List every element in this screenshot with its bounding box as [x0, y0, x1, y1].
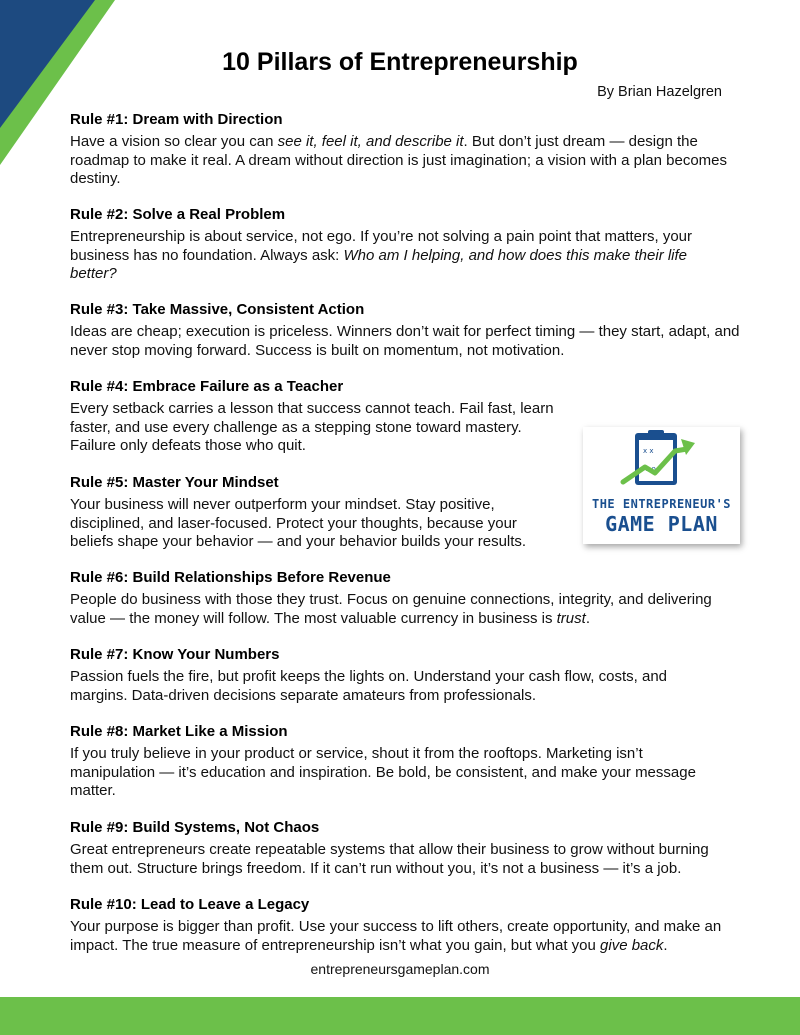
rule-2	[70, 206, 725, 284]
game-plan-logo	[583, 427, 740, 544]
rule-text: People do business with those they trust. Focus on genuine connections, integrity, and delivering value — the money will follow. The most valuable currency in business is trust.	[70, 591, 712, 627]
rule-heading: Rule #1: Dream with Direction	[70, 111, 283, 128]
rule-text: Every setback carries a lesson that success cannot teach. Fail fast, learn faster, and use every challenge as a stepping stone toward mastery. Failure only defeats those who quit.	[70, 400, 554, 454]
rule-text: Entrepreneurship is about service, not ego. If you’re not solving a pain point that matters, your business has no foundation. Always ask: Who am I helping, and how does this make their life better?	[70, 228, 693, 282]
footer-url: entrepreneursgameplan.com	[310, 961, 490, 977]
rule-7	[70, 646, 710, 705]
rule-heading: Rule #8: Market Like a Mission	[70, 723, 288, 740]
rule-text: Ideas are cheap; execution is priceless. Winners don’t wait for perfect timing — they start, adapt, and never stop moving forward. Success is built on momentum, not motivation.	[70, 323, 740, 359]
rule-heading: Rule #9: Build Systems, Not Chaos	[70, 819, 320, 836]
logo-text-line2: GAME PLAN	[605, 512, 718, 536]
rule-heading: Rule #5: Master Your Mindset	[70, 474, 279, 491]
page-title: 10 Pillars of Entrepreneurship	[222, 48, 578, 76]
rule-heading: Rule #7: Know Your Numbers	[70, 646, 280, 663]
rule-heading: Rule #2: Solve a Real Problem	[70, 206, 286, 223]
rule-heading: Rule #4: Embrace Failure as a Teacher	[70, 378, 344, 395]
svg-text:o o: o o	[645, 465, 656, 473]
rule-text: If you truly believe in your product or service, shout it from the rooftops. Marketing isn’t manipulation — it’s education and inspiration. Be bold, be consistent, and make your message matter.	[70, 745, 696, 799]
bottom-bar	[0, 997, 800, 1035]
logo-text-line1: THE ENTREPRENEUR'S	[591, 497, 732, 511]
rule-text: Great entrepreneurs create repeatable systems that allow their business to grow without burning them out. Structure brings freedom. If it can’t run without you, it’s not a business — it’s a job.	[70, 841, 709, 877]
rule-heading: Rule #10: Lead to Leave a Legacy	[70, 896, 310, 913]
rule-heading: Rule #3: Take Massive, Consistent Action	[70, 301, 365, 318]
author-byline: By Brian Hazelgren	[597, 84, 722, 100]
rule-8	[70, 723, 725, 801]
rule-10	[70, 896, 760, 955]
rule-text: Have a vision so clear you can see it, feel it, and describe it. But don’t just dream — design the roadmap to make it real. A dream without direction is just imagination; a vision with a plan becomes destiny.	[70, 133, 727, 187]
rule-5	[70, 474, 550, 552]
rule-text: Your purpose is bigger than profit. Use your success to lift others, create opportunity, and make an impact. The true measure of entrepreneurship isn’t what you gain, but what you give back.	[70, 918, 722, 954]
clipboard-chart-arrow-icon	[583, 427, 740, 497]
rule-text: Your business will never outperform your mindset. Stay positive, disciplined, and laser-focused. Protect your thoughts, because your beliefs shape your behavior — and your behavior builds your results.	[70, 496, 527, 550]
rule-6	[70, 569, 740, 628]
rule-3	[70, 301, 740, 360]
rule-4	[70, 378, 570, 456]
rule-heading: Rule #6: Build Relationships Before Revenue	[70, 569, 391, 586]
svg-text:x x: x x	[643, 447, 654, 455]
rule-text: Passion fuels the fire, but profit keeps the lights on. Understand your cash flow, costs, and margins. Data-driven decisions separate amateurs from professionals.	[70, 668, 667, 704]
rule-1	[70, 111, 730, 189]
rule-9	[70, 819, 735, 878]
